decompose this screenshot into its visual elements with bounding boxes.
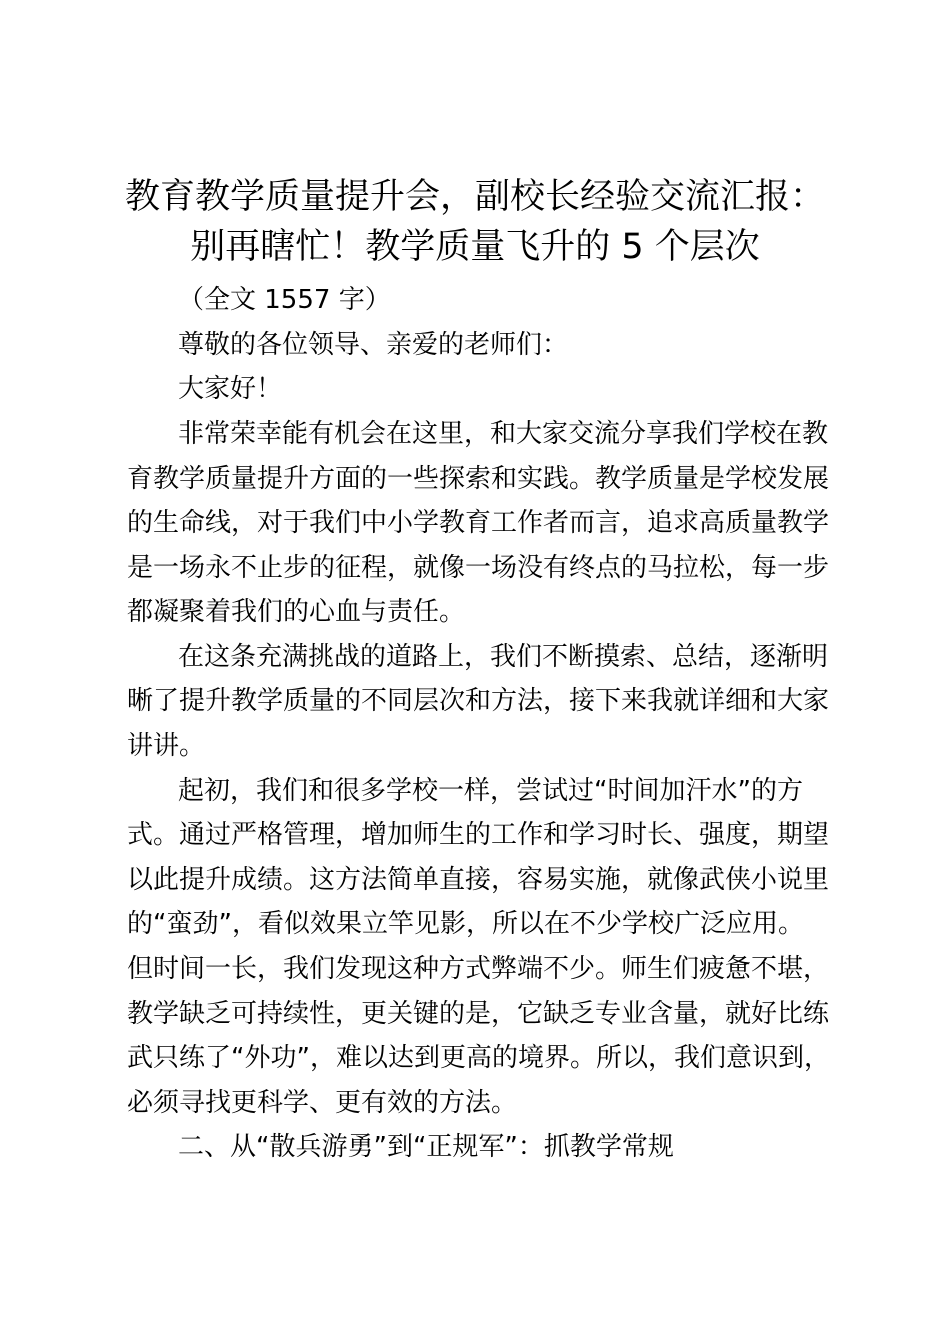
paragraph-line: 讲讲。 (127, 731, 206, 761)
document-title-line-2: 别再瞎忙！教学质量飞升的 5 个层次 (190, 227, 760, 267)
paragraph-line: 在这条充满挑战的道路上，我们不断摸索、总结，逐渐明 (178, 642, 829, 672)
salutation: 尊敬的各位领导、亲爱的老师们： (178, 330, 569, 360)
paragraph-line: 必须寻找更科学、更有效的方法。 (127, 1088, 518, 1118)
paragraph-line: 起初，我们和很多学校一样，尝试过“时间加汗水”的方 (178, 776, 803, 806)
paragraph-line: 教学缺乏可持续性，更关键的是，它缺乏专业含量，就好比练 (127, 999, 830, 1029)
paragraph-line: 育教学质量提升方面的一些探索和实践。教学质量是学校发展 (127, 464, 830, 494)
paragraph-line: 非常荣幸能有机会在这里，和大家交流分享我们学校在教 (178, 419, 829, 449)
paragraph-line: 武只练了“外功”，难以达到更高的境界。所以，我们意识到， (127, 1043, 830, 1073)
paragraph-line: 的生命线，对于我们中小学教育工作者而言，追求高质量教学 (127, 508, 830, 538)
document-title-line-1: 教育教学质量提升会，副校长经验交流汇报： (124, 177, 825, 217)
paragraph-line: 是一场永不止步的征程，就像一场没有终点的马拉松，每一步 (127, 553, 830, 583)
paragraph-line: 晰了提升教学质量的不同层次和方法，接下来我就详细和大家 (127, 686, 830, 716)
section-2-heading: 二、从“散兵游勇”到“正规军”：抓教学常规 (178, 1132, 674, 1162)
paragraph-line: 但时间一长，我们发现这种方式弊端不少。师生们疲惫不堪， (127, 954, 830, 984)
paragraph-line: 的“蛮劲”，看似效果立竿见影，所以在不少学校广泛应用。 (127, 909, 804, 939)
word-count: （全文 1557 字） (178, 285, 391, 315)
paragraph-line: 式。通过严格管理，增加师生的工作和学习时长、强度，期望 (127, 820, 830, 850)
paragraph-line: 都凝聚着我们的心血与责任。 (127, 597, 466, 627)
greeting: 大家好！ (178, 374, 283, 404)
paragraph-line: 以此提升成绩。这方法简单直接，容易实施，就像武侠小说里 (127, 865, 830, 895)
